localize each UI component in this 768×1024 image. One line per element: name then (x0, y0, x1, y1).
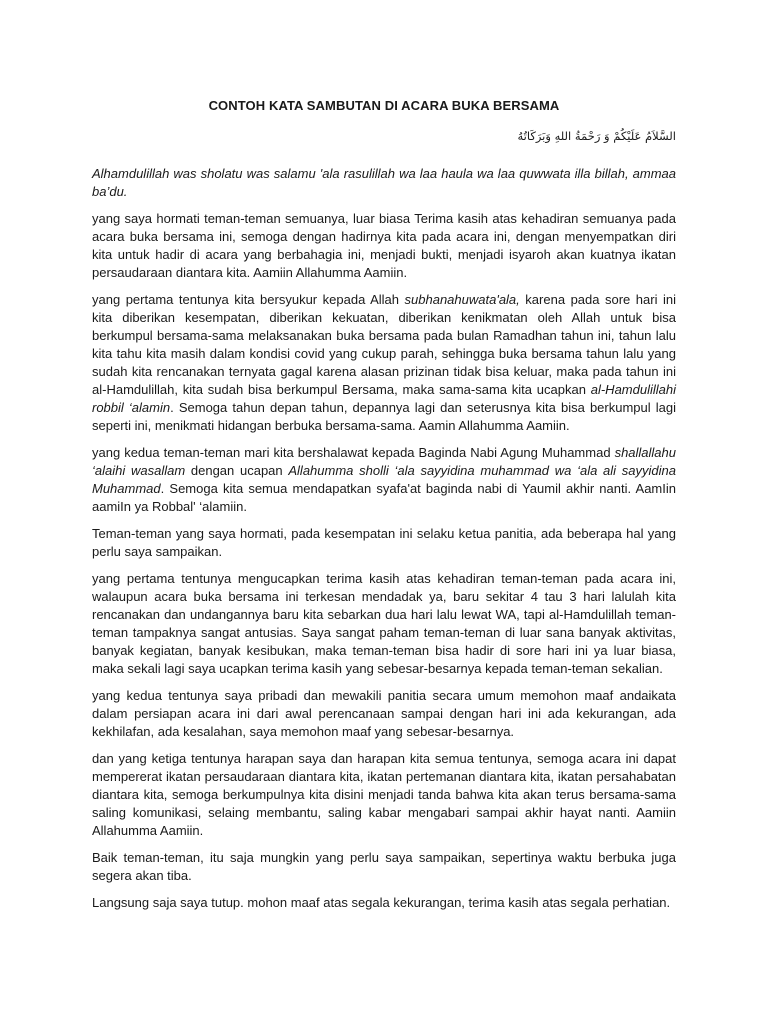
opening-paragraph (92, 165, 676, 201)
shalawat-text-b: shallallahu ‘alaihi wasallam (92, 445, 676, 478)
paragraph-closing: Baik teman-teman, itu saja mungkin yang perlu saya sampaikan, sepertinya waktu berbuka juga segera akan tiba. (92, 850, 676, 883)
opening-text: Alhamdulillah was sholatu was salamu 'ala rasulillah wa laa haula wa laa quwwata illa billah, ammaa ba’du. (92, 166, 676, 199)
paragraph-apology: yang kedua tentunya saya pribadi dan mewakili panitia secara umum memohon maaf andaikata dalam persiapan acara ini dari awal perencanaan sampai dengan hari ini ada kekurangan, ada kekhilafan, ada kesalahan, saya memohon maaf yang sebesar-besarnya. (92, 688, 676, 739)
paragraph-intro-points: Teman-teman yang saya hormati, pada kesempatan ini selaku ketua panitia, ada beberapa hal yang perlu saya sampaikan. (92, 526, 676, 559)
paragraph-gratitude (92, 291, 676, 435)
arabic-greeting: السَّلاَمُ عَلَيْكُمْ وَ رَحْمَةُ اللهِ وَبَرَكَاتُهُ (517, 129, 676, 143)
paragraph-hope: dan yang ketiga tentunya harapan saya dan harapan kita semua tentunya, semoga acara ini dapat mempererat ikatan persaudaraan diantara kita, ikatan pertemanan diantara kita, ikatan persahabatan diantara kita, semoga berkumpulnya kita disini menjadi tanda bahwa kita akan terus bersama-sama saling komunikasi, selaing membantu, saling kabar mengabari sampai akhir hayat nanti. Aamiin Allahumma Aamiin. (92, 751, 676, 838)
gratitude-text-a: yang pertama tentunya kita bersyukur kepada Allah (92, 292, 405, 307)
paragraph-final: Langsung saja saya tutup. mohon maaf atas segala kekurangan, terima kasih atas segala perhatian. (92, 895, 671, 910)
shalawat-text-e: . Semoga kita semua mendapatkan syafa'at baginda nabi di Yaumil akhir nanti. AamIin aamiIn ya Robbal' ‘alamiin. (92, 481, 676, 514)
shalawat-text-a: yang kedua teman-teman mari kita bershalawat kepada Baginda Nabi Agung Muhammad (92, 445, 615, 460)
shalawat-text-d: Allahumma sholli ‘ala sayyidina muhammad wa ‘ala ali sayyidina Muhammad (92, 463, 676, 496)
gratitude-text-e: . Semoga tahun depan tahun, depannya lagi dan seterusnya kita bisa berkumpul lagi seperti ini, menikmati hidangan berbuka bersama-sama. Aamin Allahumma Aamiin. (92, 400, 677, 433)
document-title: CONTOH KATA SAMBUTAN DI ACARA BUKA BERSAMA (208, 98, 560, 113)
paragraph-shalawat (92, 444, 676, 516)
document-page (92, 98, 676, 921)
gratitude-text-b: subhanahuwata'ala, (404, 292, 520, 307)
paragraph-thanks: yang pertama tentunya mengucapkan terima kasih atas kehadiran teman-teman pada acara ini, walaupun acara buka bersama ini terkesan mendadak ya, baru sekitar 4 tau 3 hari lalulah kita rencanakan dan undangannya baru kita sebarkan dua hari lalu lewat WA, tapi al-Hamdulillah teman-teman tampaknya sangat antusias. Saya sangat paham teman-teman di luar sana banyak aktivitas, banyak kegiatan, banyak kesibukan, maka teman-teman bisa hadir di sore hari ini ya luar biasa, maka sekali lagi saya ucapkan terima kasih yang sebesar-besarnya kepada teman-teman sekalian. (92, 571, 676, 676)
shalawat-text-c: dengan ucapan (185, 463, 289, 478)
paragraph-welcome: yang saya hormati teman-teman semuanya, luar biasa Terima kasih atas kehadiran semuanya pada acara buka bersama ini, semoga dengan hadirnya kita pada acara ini, dengan menyempatkan diri kita untuk hadir di acara yang berbahagia ini, menjadi bukti, menjadi isyaroh akan kuatnya ikatan persaudaraan diantara kita. Aamiin Allahumma Aamiin. (92, 211, 676, 280)
gratitude-text-c: karena pada sore hari ini kita diberikan kesempatan, diberikan kekuatan, diberikan kenikmatan oleh Allah untuk bisa berkumpul bersama-sama melaksanakan buka bersama pada bulan Ramadhan tahun ini, tahun lalu kita tahu kita masih dalam kondisi covid yang cukup parah, sehingga buka bersama tahun lalu yang sudah kita rencanakan ternyata gagal karena alasan prizinan tidak bisa keluar, maka pada tahun ini al-Hamdulillah, kita sudah bisa berkumpul Bersama, maka sama-sama kita ucapkan (92, 292, 677, 397)
gratitude-text-d: al-Hamdulillahi robbil ‘alamin (92, 382, 676, 415)
